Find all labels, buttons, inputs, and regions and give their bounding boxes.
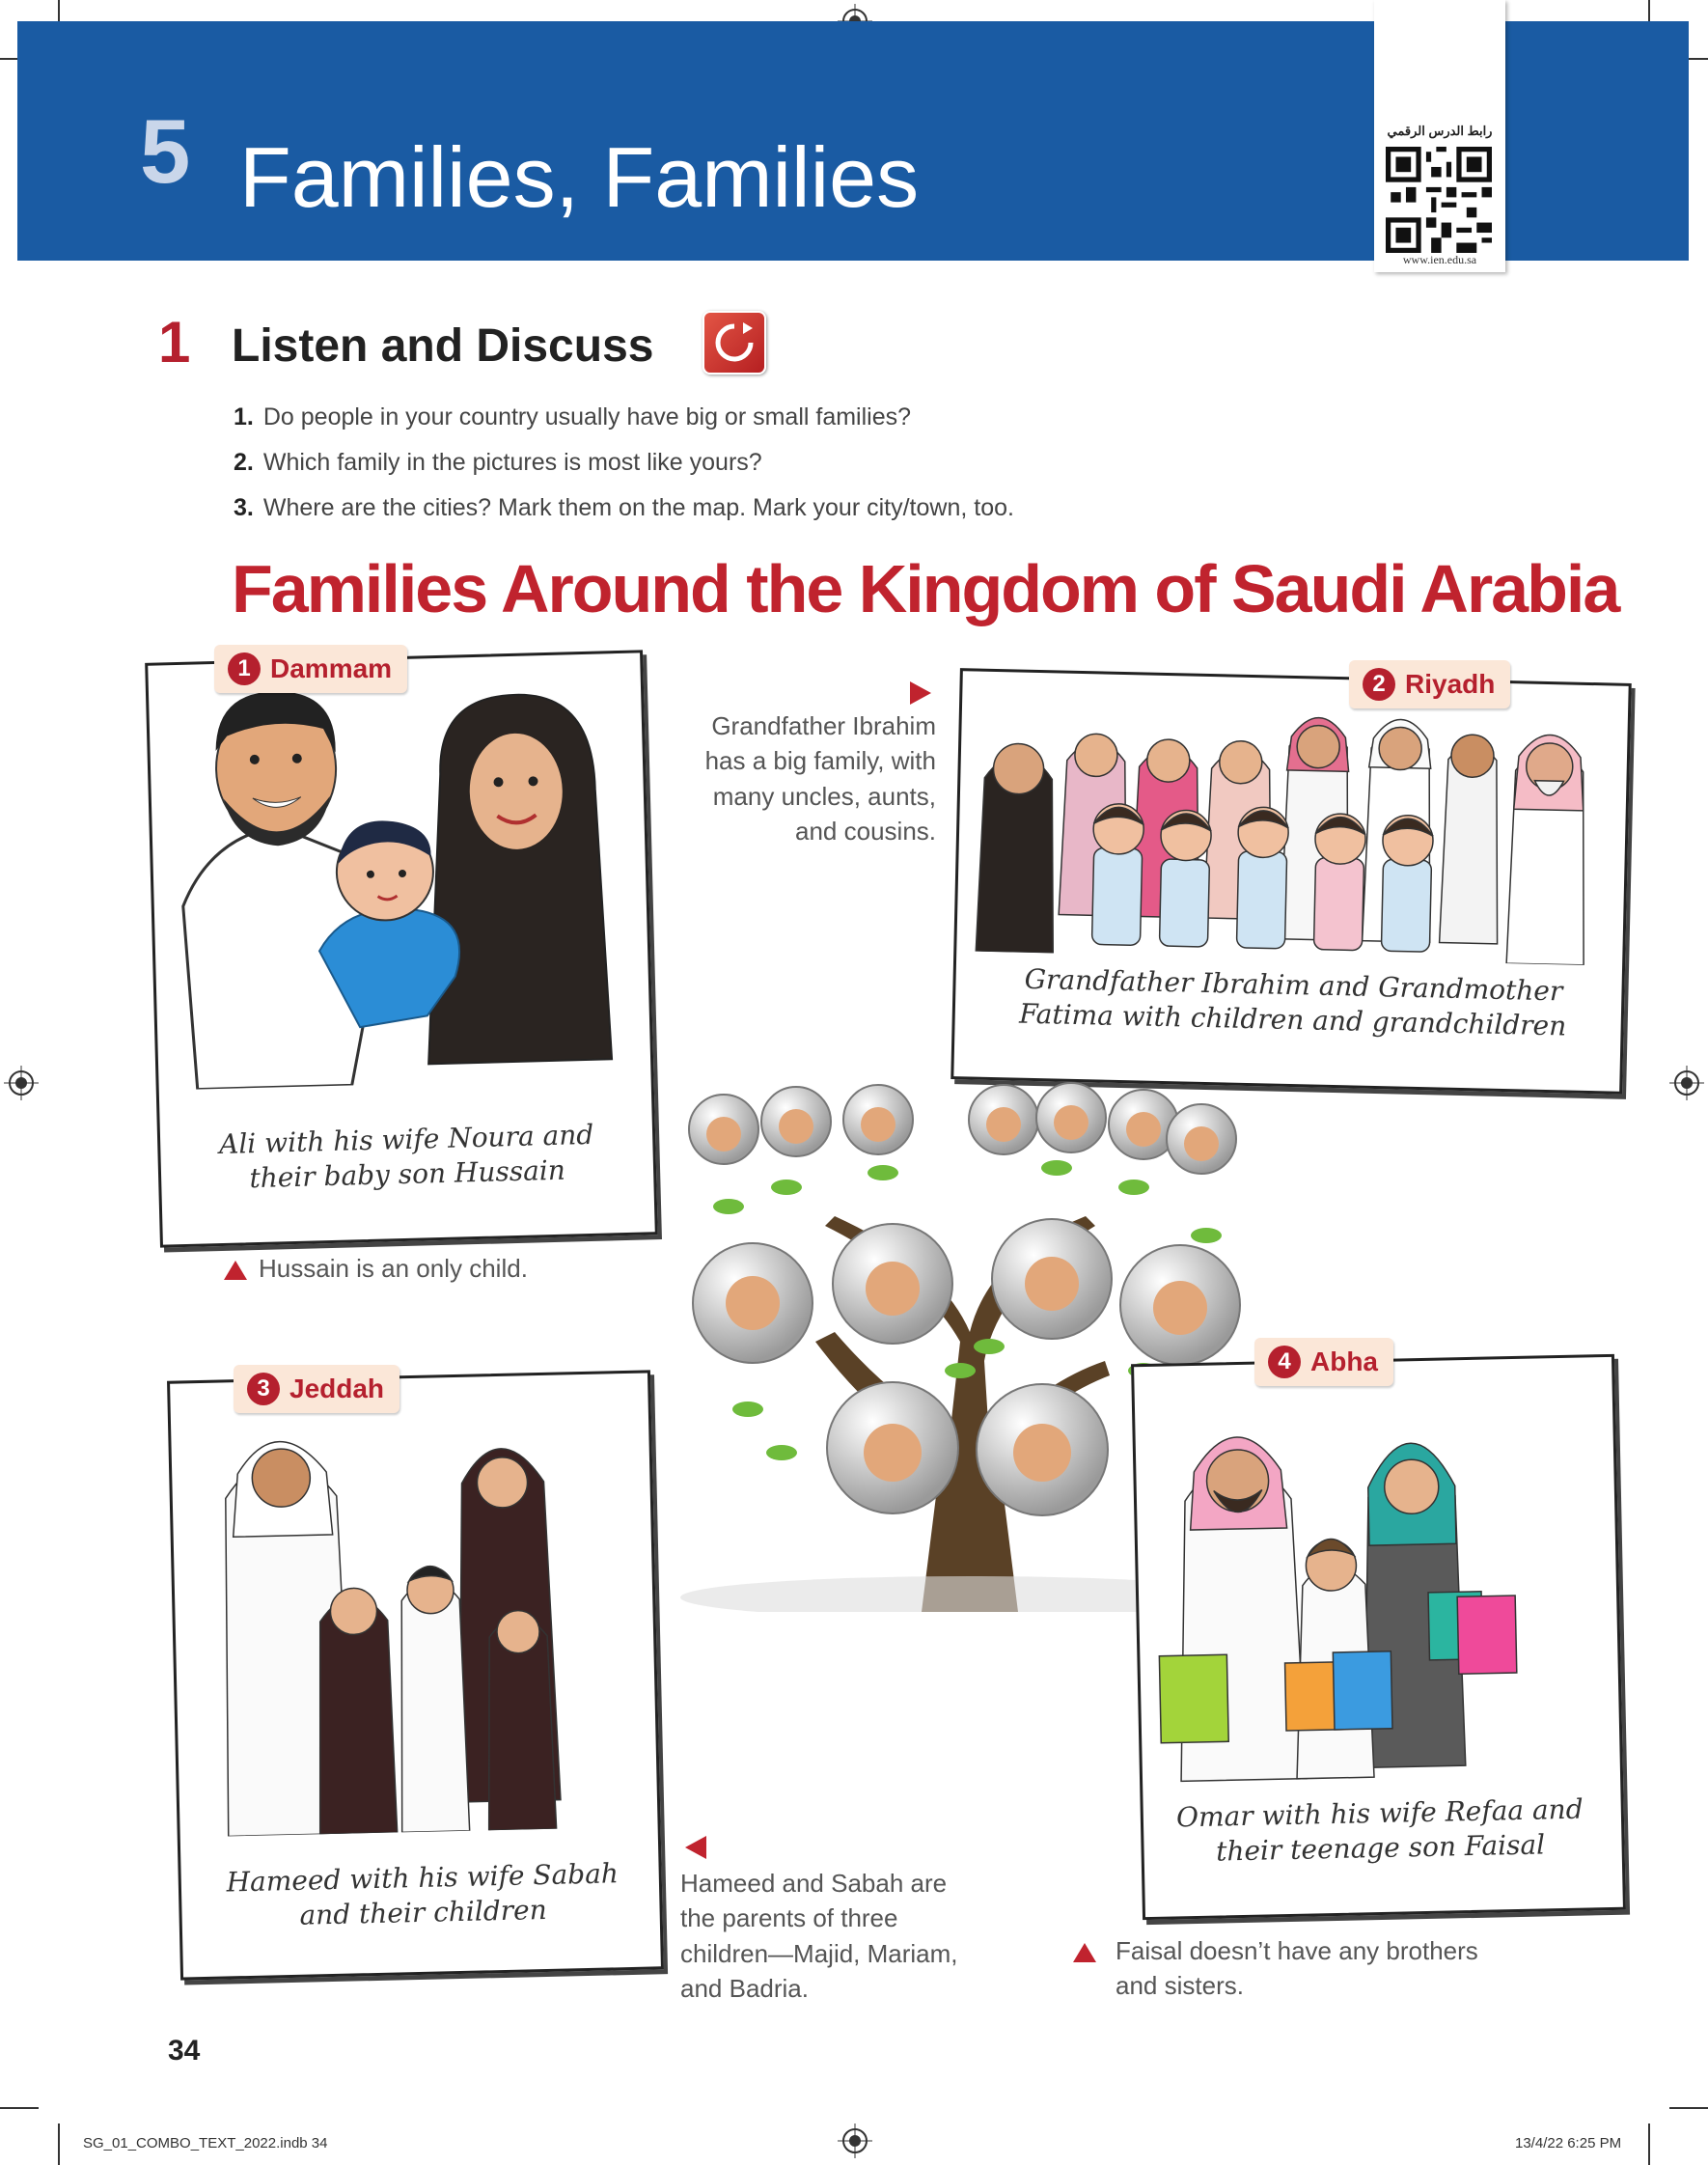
- family-photo-card-jeddah: [167, 1370, 664, 1980]
- photo-caption: Hameed with his wife Sabah and their children: [226, 1857, 620, 1931]
- crop-mark: [1669, 2107, 1708, 2109]
- family-note: Grandfather Ibrahim has a big family, with many uncles, aunts, and cousins.: [704, 711, 936, 847]
- qr-code-icon[interactable]: [1386, 147, 1492, 253]
- family-photo-card-dammam: [145, 650, 658, 1247]
- section-number: 1: [158, 310, 191, 375]
- family-illustration-jeddah: [170, 1373, 658, 1837]
- city-tag-dammam: 1 Dammam: [214, 645, 407, 693]
- footer-file-info: SG_01_COMBO_TEXT_2022.indb 34: [83, 2135, 328, 2151]
- registration-mark-icon: [838, 2123, 872, 2158]
- unit-number: 5: [140, 100, 191, 202]
- photo-caption: Omar with his wife Refaa and their teenage son Faisal: [1175, 1792, 1584, 1868]
- family-illustration-dammam: [148, 652, 650, 1090]
- photo-caption: Grandfather Ibrahim and Grandmother Fatima with children and grandchildren: [1018, 962, 1567, 1042]
- discussion-question: 1. Do people in your country usually have big or small families?: [234, 403, 912, 430]
- reading-title: Families Around the Kingdom of Saudi Arabia: [232, 551, 1619, 626]
- family-illustration-riyadh: [956, 671, 1628, 966]
- city-tag-abha: 4 Abha: [1254, 1338, 1393, 1386]
- discussion-question: 3. Where are the cities? Mark them on the map. Mark your city/town, too.: [234, 494, 1014, 521]
- city-tag-riyadh: 2 Riyadh: [1349, 660, 1510, 708]
- family-illustration-abha: [1134, 1357, 1620, 1791]
- footer-date: 13/4/22 6:25 PM: [1515, 2135, 1622, 2151]
- family-note: Hussain is an only child.: [224, 1251, 528, 1286]
- crop-mark: [1648, 2123, 1650, 2165]
- photo-caption: Ali with his wife Noura and their baby son Hussain: [218, 1118, 594, 1195]
- family-note: Faisal doesn’t have any brothers and sisters.: [1073, 1933, 1478, 2004]
- unit-title: Families, Families: [239, 129, 920, 225]
- section-title: Listen and Discuss: [232, 320, 654, 372]
- qr-label: رابط الدرس الرقمي: [1387, 124, 1493, 138]
- qr-url[interactable]: www.ien.edu.sa: [1402, 253, 1477, 266]
- family-note: Hameed and Sabah are the parents of three children—Majid, Mariam, and Badria.: [680, 1869, 958, 2004]
- registration-mark-icon: [1669, 1066, 1704, 1100]
- crop-mark: [58, 2123, 60, 2165]
- city-tag-jeddah: 3 Jeddah: [234, 1365, 399, 1413]
- family-photo-card-riyadh: [950, 668, 1631, 1095]
- audio-play-icon[interactable]: [702, 311, 766, 375]
- family-photo-card-abha: [1131, 1354, 1626, 1920]
- registration-mark-icon: [4, 1066, 39, 1100]
- crop-mark: [0, 2107, 39, 2109]
- discussion-question: 2. Which family in the pictures is most like yours?: [234, 449, 762, 476]
- page-number: 34: [168, 2035, 201, 2067]
- arrow-right-icon: [910, 681, 931, 705]
